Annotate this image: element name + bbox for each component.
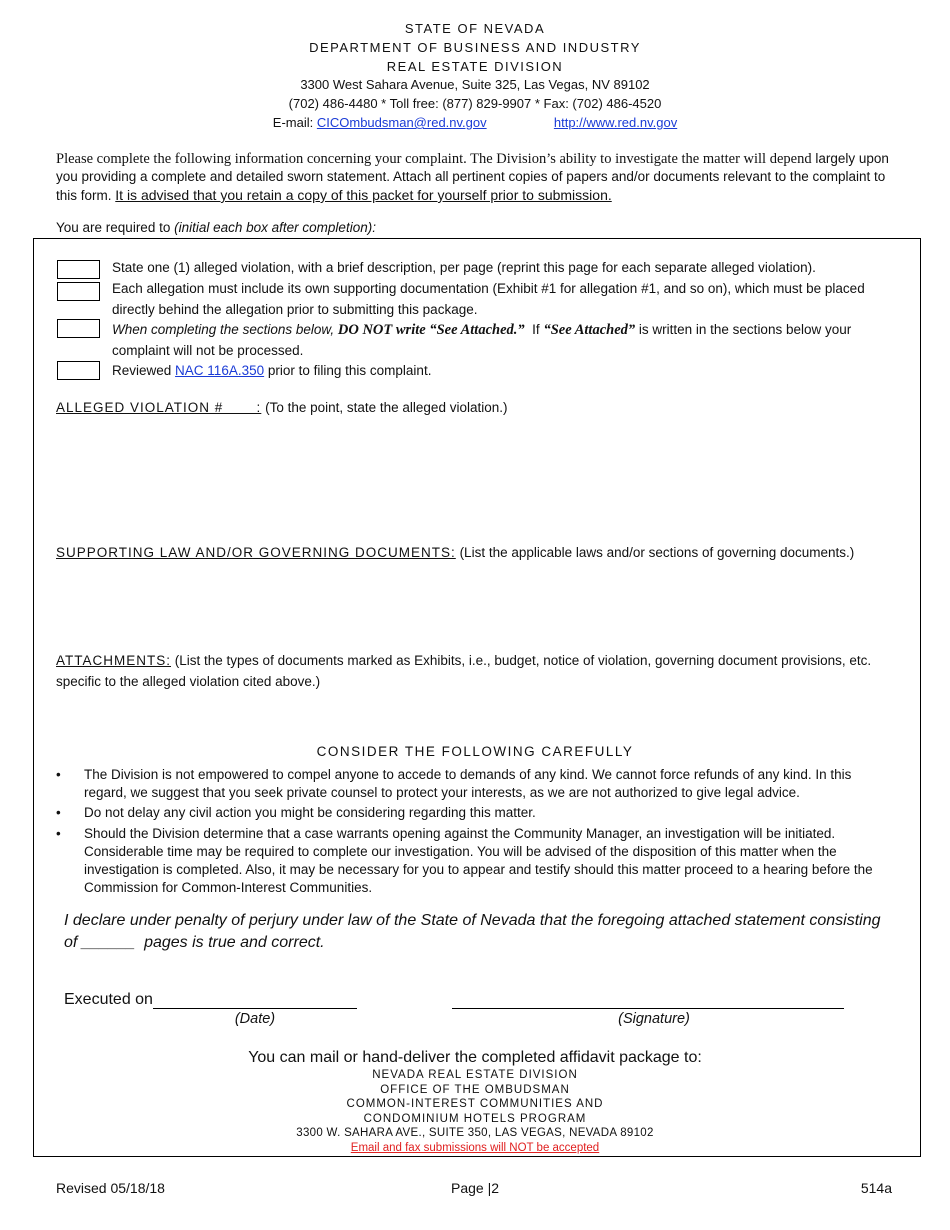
supporting-law-title: SUPPORTING LAW AND/OR GOVERNING DOCUMENTS: xyxy=(56,545,456,560)
signature-caption: (Signature) xyxy=(618,1011,690,1027)
item3-rest: is written in the sections below your complaint will not be processed. xyxy=(112,322,852,358)
alleged-violation-title: ALLEGED VIOLATION # : xyxy=(56,400,262,415)
header-department: DEPARTMENT OF BUSINESS AND INDUSTRY xyxy=(309,40,641,55)
form-number: 514a xyxy=(860,1180,892,1196)
executed-label: Executed on xyxy=(64,991,153,1008)
checklist-item-2: Each allegation must include its own supporting documentation (Exhibit #1 for allegation #1, and so on), which must be placed directly behind the allegation prior to submitting this package. xyxy=(112,281,865,317)
supporting-law-section xyxy=(56,542,906,563)
bullet-text-2: Do not delay any civil action you might be considering regarding this matter. xyxy=(84,805,536,820)
item3-see-attached: “See Attached” xyxy=(543,322,636,338)
declaration-line-1: I declare under penalty of perjury under law of the State of Nevada that the foregoing attached statement consisting xyxy=(64,912,881,929)
mailing-line-2: OFFICE OF THE OMBUDSMAN xyxy=(380,1083,570,1096)
required-note: (initial each box after completion): xyxy=(174,220,376,235)
consider-bullet-1 xyxy=(56,766,892,802)
email-link[interactable]: CICOmbudsman@red.nv.gov xyxy=(316,115,487,130)
mailing-line-5: 3300 W. SAHARA AVE., SUITE 350, LAS VEGAS, NEVADA 89102 xyxy=(296,1127,654,1139)
declaration-line-2: of ______ pages is true and correct. xyxy=(64,934,325,951)
required-line xyxy=(56,220,376,235)
declaration xyxy=(64,910,894,954)
header-contact xyxy=(0,114,950,132)
bullet-text-1: The Division is not empowered to compel anyone to accede to demands of any kind. We cannot force refunds of any kind. In this regard, we suggest that you seek private counsel to protect your interests, as we are not authorized to give legal advice. xyxy=(84,767,852,800)
mailing-line-1: NEVADA REAL ESTATE DIVISION xyxy=(372,1069,578,1081)
header-phones: (702) 486-4480 * Toll free: (877) 829-9907 * Fax: (702) 486-4520 xyxy=(288,96,662,111)
email-label: E-mail: xyxy=(272,115,314,130)
header-address: 3300 West Sahara Avenue, Suite 325, Las Vegas, NV 89102 xyxy=(300,77,650,92)
item3-intro: When completing the sections below, xyxy=(112,322,335,337)
website-link[interactable]: http://www.red.nv.gov xyxy=(553,115,678,130)
item3-if: If xyxy=(532,322,540,337)
bullet-icon: • xyxy=(56,767,61,782)
bullet-icon: • xyxy=(56,805,61,820)
mailing-line-3: COMMON-INTEREST COMMUNITIES AND xyxy=(346,1098,604,1110)
nac-link[interactable]: NAC 116A.350 xyxy=(175,363,265,378)
bullet-text-3: Should the Division determine that a case warrants opening against the Community Manager, an investigation will be initiated. Considerable time may be required to complete our investigation. You will be advised of the disposition of this matter when the investigation is completed. Also, it may be necessary for you to appear and testify should this matter proceed to a hearing before the Commission for Common-Interest Communities. xyxy=(84,826,873,895)
attachments-section xyxy=(56,650,906,692)
item4-prefix: Reviewed xyxy=(112,363,172,378)
header-division: REAL ESTATE DIVISION xyxy=(386,59,564,74)
consider-title: CONSIDER THE FOLLOWING CAREFULLY xyxy=(316,744,634,759)
consider-bullet-2 xyxy=(56,804,892,822)
revised-date: Revised 05/18/18 xyxy=(56,1180,165,1196)
initial-box-4[interactable] xyxy=(57,361,100,380)
attachments-desc: (List the types of documents marked as Exhibits, i.e., budget, notice of violation, governing document provisions, etc. specific to the alleged violation cited above.) xyxy=(56,653,872,689)
item4-suffix: prior to filing this complaint. xyxy=(267,363,432,378)
attachments-title: ATTACHMENTS: xyxy=(56,653,171,668)
bullet-icon: • xyxy=(56,826,61,841)
intro-paragraph xyxy=(56,150,896,205)
intro-part2: largely upon you providing a complete and detailed sworn statement. Attach all pertinent copies of papers and/or documents relevant to the complaint to this form. xyxy=(56,151,889,203)
required-prefix: You are required to xyxy=(56,220,171,235)
date-caption: (Date) xyxy=(234,1011,276,1027)
consider-bullet-3 xyxy=(56,825,892,897)
intro-part1: Please complete the following information concerning your complaint. The Division’s ability to investigate the matter will depend xyxy=(56,151,812,167)
initial-box-1[interactable] xyxy=(57,260,100,279)
alleged-violation-section xyxy=(56,397,906,418)
initial-box-2[interactable] xyxy=(57,282,100,301)
alleged-violation-desc: (To the point, state the alleged violation.) xyxy=(265,400,508,415)
checklist-item-3 xyxy=(112,320,902,361)
checklist-item-1: State one (1) alleged violation, with a brief description, per page (reprint this page for each separate alleged violation). xyxy=(112,260,816,275)
item3-do-not: DO NOT write “See Attached.” xyxy=(337,322,525,338)
mailing-intro: You can mail or hand-deliver the completed affidavit package to: xyxy=(248,1049,702,1066)
supporting-law-desc: (List the applicable laws and/or sections of governing documents.) xyxy=(459,545,855,560)
mailing-address xyxy=(0,1068,950,1155)
signature-line[interactable] xyxy=(452,1008,844,1009)
date-line[interactable] xyxy=(153,1008,357,1009)
intro-advice: It is advised that you retain a copy of this packet for yourself prior to submission. xyxy=(115,187,612,203)
checklist-item-4 xyxy=(112,361,902,382)
submission-warning: Email and fax submissions will NOT be accepted xyxy=(350,1141,600,1154)
header-state: STATE OF NEVADA xyxy=(404,21,546,36)
page-number: Page |2 xyxy=(450,1180,499,1196)
initial-box-3[interactable] xyxy=(57,319,100,338)
mailing-line-4: CONDOMINIUM HOTELS PROGRAM xyxy=(363,1112,587,1125)
